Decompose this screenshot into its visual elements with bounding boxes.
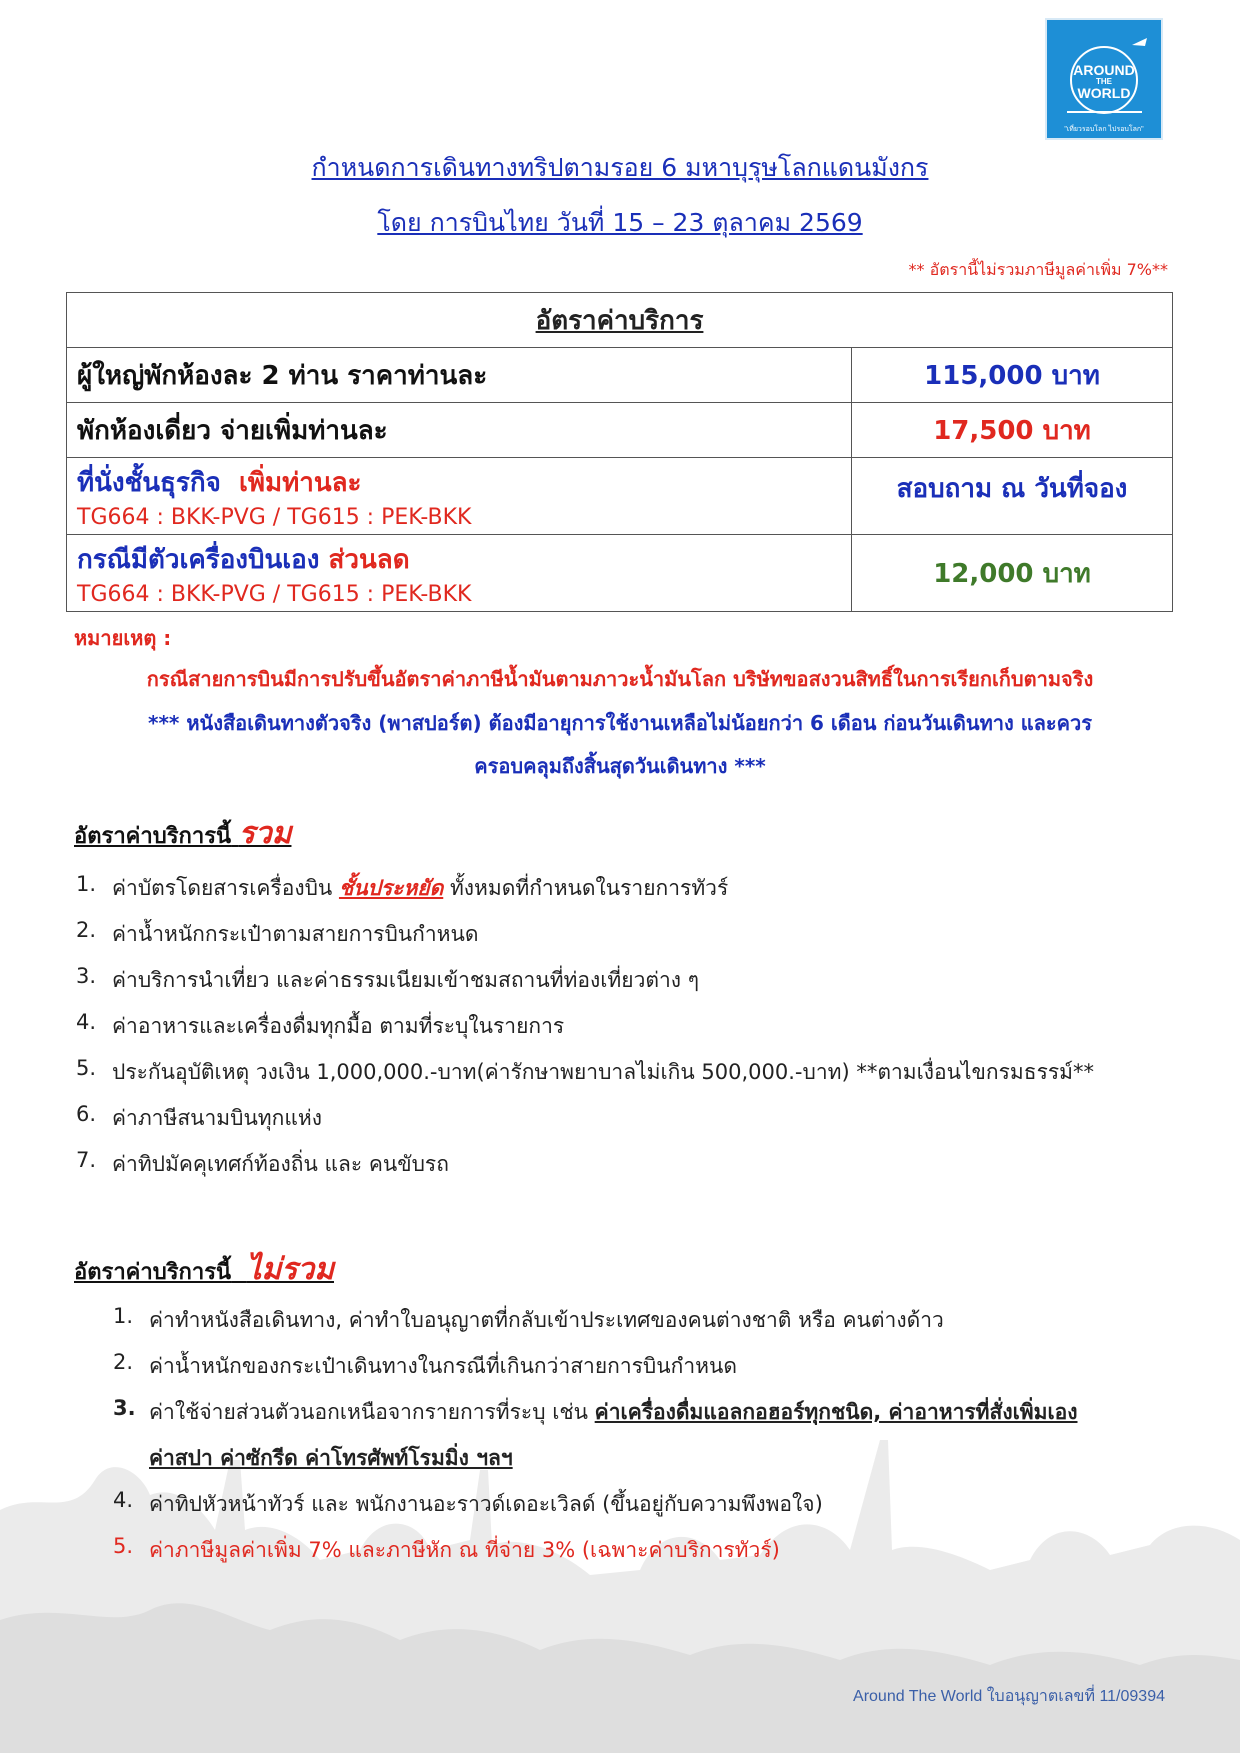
list-item: 1. ค่าทำหนังสือเดินทาง, ค่าทำใบอนุญาตที่กลับเข้าประเทศของคนต่างชาติ หรือ คนต่างด้าว: [113, 1304, 944, 1332]
excluded-heading-text: อัตราค่าบริการนี้: [74, 1260, 232, 1285]
list-item: 5. ประกันอุบัติเหตุ วงเงิน 1,000,000.-บาท(ค่ารักษาพยาบาลไม่เกิน 500,000.-บาท) **ตามเงื่อนไขกรมธรรม์**: [76, 1056, 1094, 1084]
list-item: 1. ค่าบัตรโดยสารเครื่องบิน ชั้นประหยัด ทั้งหมดที่กำหนดในรายการทัวร์: [76, 872, 729, 900]
included-item1-pre: ค่าบัตรโดยสารเครื่องบิน: [112, 876, 333, 900]
list-item: 2. ค่าน้ำหนักของกระเป๋าเดินทางในกรณีที่เกินกว่าสายการบินกำหนด: [113, 1350, 737, 1378]
logo-text-around: AROUND: [1073, 62, 1135, 78]
rates-table: [66, 292, 1173, 612]
rate-price-twin: 115,000 บาท: [852, 348, 1173, 403]
excluded-item4: ค่าทิปหัวหน้าทัวร์ และ พนักงานอะราวด์เดอะเวิลด์ (ขึ้นอยู่กับความพึงพอใจ): [149, 1492, 823, 1516]
rate-price-single: 17,500 บาท: [852, 403, 1173, 458]
included-item4: ค่าอาหารและเครื่องดื่มทุกมื้อ ตามที่ระบุในรายการ: [112, 1014, 565, 1038]
remark-passport-line1: *** หนังสือเดินทางตัวจริง (พาสปอร์ต) ต้องมีอายุการใช้งานเหลือไม่น้อยกว่า 6 เดือน ก่อนวันเดินทาง และควร: [148, 711, 1092, 735]
rate-label-twin: ผู้ใหญ่พักห้องละ 2 ท่าน ราคาท่านละ: [67, 348, 852, 403]
included-heading: [74, 810, 291, 857]
included-item2: ค่าน้ำหนักกระเป๋าตามสายการบินกำหนด: [112, 922, 479, 946]
excluded-item3-pre: ค่าใช้จ่ายส่วนตัวนอกเหนือจากรายการที่ระบุ เช่น: [149, 1400, 588, 1424]
included-heading-em: รวม: [238, 816, 292, 851]
included-item7: ค่าทิปมัคคุเทศก์ท้องถิ่น และ คนขับรถ: [112, 1152, 449, 1176]
list-item: 3. ค่าใช้จ่ายส่วนตัวนอกเหนือจากรายการที่ระบุ เช่น ค่าเครื่องดื่มแอลกอฮอร์ทุกชนิด, ค่าอาหารที่สั่งเพิ่มเอง: [113, 1396, 1078, 1424]
rate-price-business: สอบถาม ณ วันที่จอง: [852, 458, 1173, 535]
list-item: 2. ค่าน้ำหนักกระเป๋าตามสายการบินกำหนด: [76, 918, 479, 946]
excluded-item3-underline1: ค่าเครื่องดื่มแอลกอฮอร์ทุกชนิด, ค่าอาหารที่สั่งเพิ่มเอง: [594, 1400, 1078, 1424]
rate-cell-business: [67, 458, 852, 535]
trip-dates-airline: โดย การบินไทย วันที่ 15 – 23 ตุลาคม 2569: [377, 208, 863, 237]
rate-label-business: ที่นั่งชั้นธุรกิจ: [77, 468, 221, 498]
excluded-heading: [74, 1246, 334, 1293]
list-item: 7. ค่าทิปมัคคุเทศก์ท้องถิ่น และ คนขับรถ: [76, 1148, 449, 1176]
trip-title: กำหนดการเดินทางทริปตามรอย 6 มหาบุรุษโลกแดนมังกร: [311, 153, 929, 182]
included-item6: ค่าภาษีสนามบินทุกแห่ง: [112, 1106, 322, 1130]
list-item: [113, 1442, 1078, 1488]
logo-tagline: "เที่ยวรอบโลก ไปรอบโลก": [1064, 126, 1144, 133]
included-item1-keyword: ชั้นประหยัด: [338, 876, 444, 900]
included-item5: ประกันอุบัติเหตุ วงเงิน 1,000,000.-บาท(ค่ารักษาพยาบาลไม่เกิน 500,000.-บาท) **ตามเงื่อนไขกรมธรรม์**: [112, 1060, 1094, 1084]
included-item1-post: ทั้งหมดที่กำหนดในรายการทัวร์: [449, 876, 729, 900]
excluded-item5: ค่าภาษีมูลค่าเพิ่ม 7% และภาษีหัก ณ ที่จ่าย 3% (เฉพาะค่าบริการทัวร์): [149, 1538, 780, 1562]
vat-note: ** อัตรานี้ไม่รวมภาษีมูลค่าเพิ่ม 7%**: [908, 260, 1168, 279]
included-heading-text: อัตราค่าบริการนี้: [74, 824, 232, 849]
list-item: 6. ค่าภาษีสนามบินทุกแห่ง: [76, 1102, 322, 1130]
rate-price-own-ticket: 12,000 บาท: [852, 535, 1173, 612]
excluded-list: [113, 1304, 1078, 1580]
list-item: 5. ค่าภาษีมูลค่าเพิ่ม 7% และภาษีหัก ณ ที่จ่าย 3% (เฉพาะค่าบริการทัวร์): [113, 1534, 780, 1562]
rate-cell-own-ticket: [67, 535, 852, 612]
list-item: 4. ค่าทิปหัวหน้าทัวร์ และ พนักงานอะราวด์เดอะเวิลด์ (ขึ้นอยู่กับความพึงพอใจ): [113, 1488, 823, 1516]
rate-label-own-ticket: กรณีมีตัวเครื่องบินเอง: [77, 545, 320, 575]
remark-fuel-surcharge: กรณีสายการบินมีการปรับขึ้นอัตราค่าภาษีน้ำมันตามภาวะน้ำมันโลก บริษัทขอสงวนสิทธิ์ในการเรียกเก็บตามจริง: [146, 667, 1094, 691]
rate-flights-business: TG664 : BKK-PVG / TG615 : PEK-BKK: [77, 505, 472, 530]
included-item3: ค่าบริการนำเที่ยว และค่าธรรมเนียมเข้าชมสถานที่ท่องเที่ยวต่าง ๆ: [112, 968, 700, 992]
logo-text-world: WORLD: [1077, 85, 1131, 101]
remark-passport-line2: ครอบคลุมถึงสิ้นสุดวันเดินทาง ***: [474, 754, 766, 778]
logo-text-the: THE: [1096, 77, 1112, 86]
excluded-item2: ค่าน้ำหนักของกระเป๋าเดินทางในกรณีที่เกินกว่าสายการบินกำหนด: [149, 1354, 737, 1378]
rate-flights-own-ticket: TG664 : BKK-PVG / TG615 : PEK-BKK: [77, 582, 472, 607]
around-the-world-logo: [1045, 18, 1163, 140]
remarks-heading: หมายเหตุ :: [74, 626, 172, 650]
excluded-heading-em: ไม่รวม: [246, 1252, 334, 1287]
list-item: 4. ค่าอาหารและเครื่องดื่มทุกมื้อ ตามที่ระบุในรายการ: [76, 1010, 565, 1038]
rate-label-single: พักห้องเดี่ยว จ่ายเพิ่มท่านละ: [67, 403, 852, 458]
list-item: 3. ค่าบริการนำเที่ยว และค่าธรรมเนียมเข้าชมสถานที่ท่องเที่ยวต่าง ๆ: [76, 964, 700, 992]
excluded-item3-underline2: ค่าสปา ค่าซักรีด ค่าโทรศัพท์โรมมิ่ง ฯลฯ: [149, 1446, 513, 1470]
footer-license: Around The World ใบอนุญาตเลขที่ 11/09394: [853, 1688, 1165, 1705]
excluded-item1: ค่าทำหนังสือเดินทาง, ค่าทำใบอนุญาตที่กลับเข้าประเทศของคนต่างชาติ หรือ คนต่างด้าว: [149, 1308, 944, 1332]
rate-label-business-extra: เพิ่มท่านละ: [238, 468, 362, 498]
included-list: [76, 872, 1094, 1194]
rates-heading: อัตราค่าบริการ: [67, 293, 1173, 348]
rate-label-own-ticket-extra: ส่วนลด: [328, 545, 410, 575]
